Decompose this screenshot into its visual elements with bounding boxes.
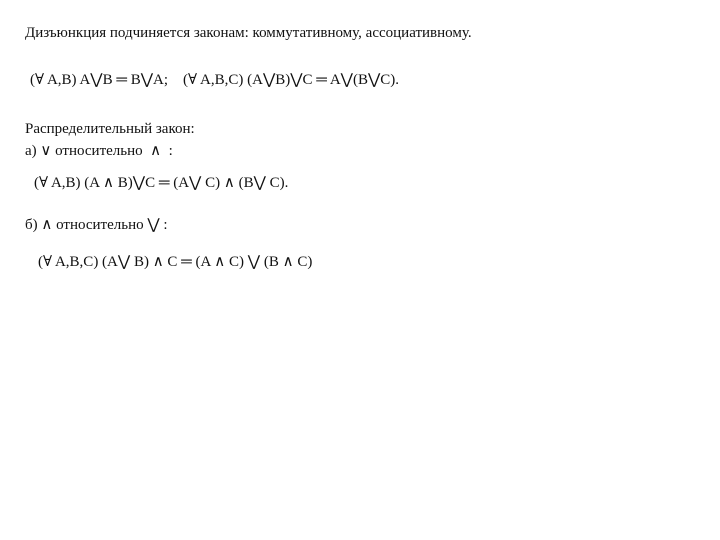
case-b-formula: (∀ A,B,C) (A⋁ B) ∧ C ═ (A ∧ C) ⋁ (B ∧ C) [38,254,313,270]
distributive-law-heading: Распределительный закон: [25,121,195,137]
case-a-formula: (∀ A,B) (A ∧ B)⋁C ═ (A⋁ C) ∧ (B⋁ C). [34,175,289,191]
commutative-associative-formulas: (∀ A,B) A⋁B ═ B⋁A; (∀ A,B,C) (A⋁B)⋁C ═ A⋁(B⋁C). [30,72,400,88]
case-a-label: а) ∨ относительно ∧ : [25,143,173,159]
case-b-label: б) ∧ относительно ⋁ : [25,217,168,233]
disjunction-laws-heading: Дизъюнкция подчиняется законам: коммутативному, ассоциативному. [25,25,472,41]
